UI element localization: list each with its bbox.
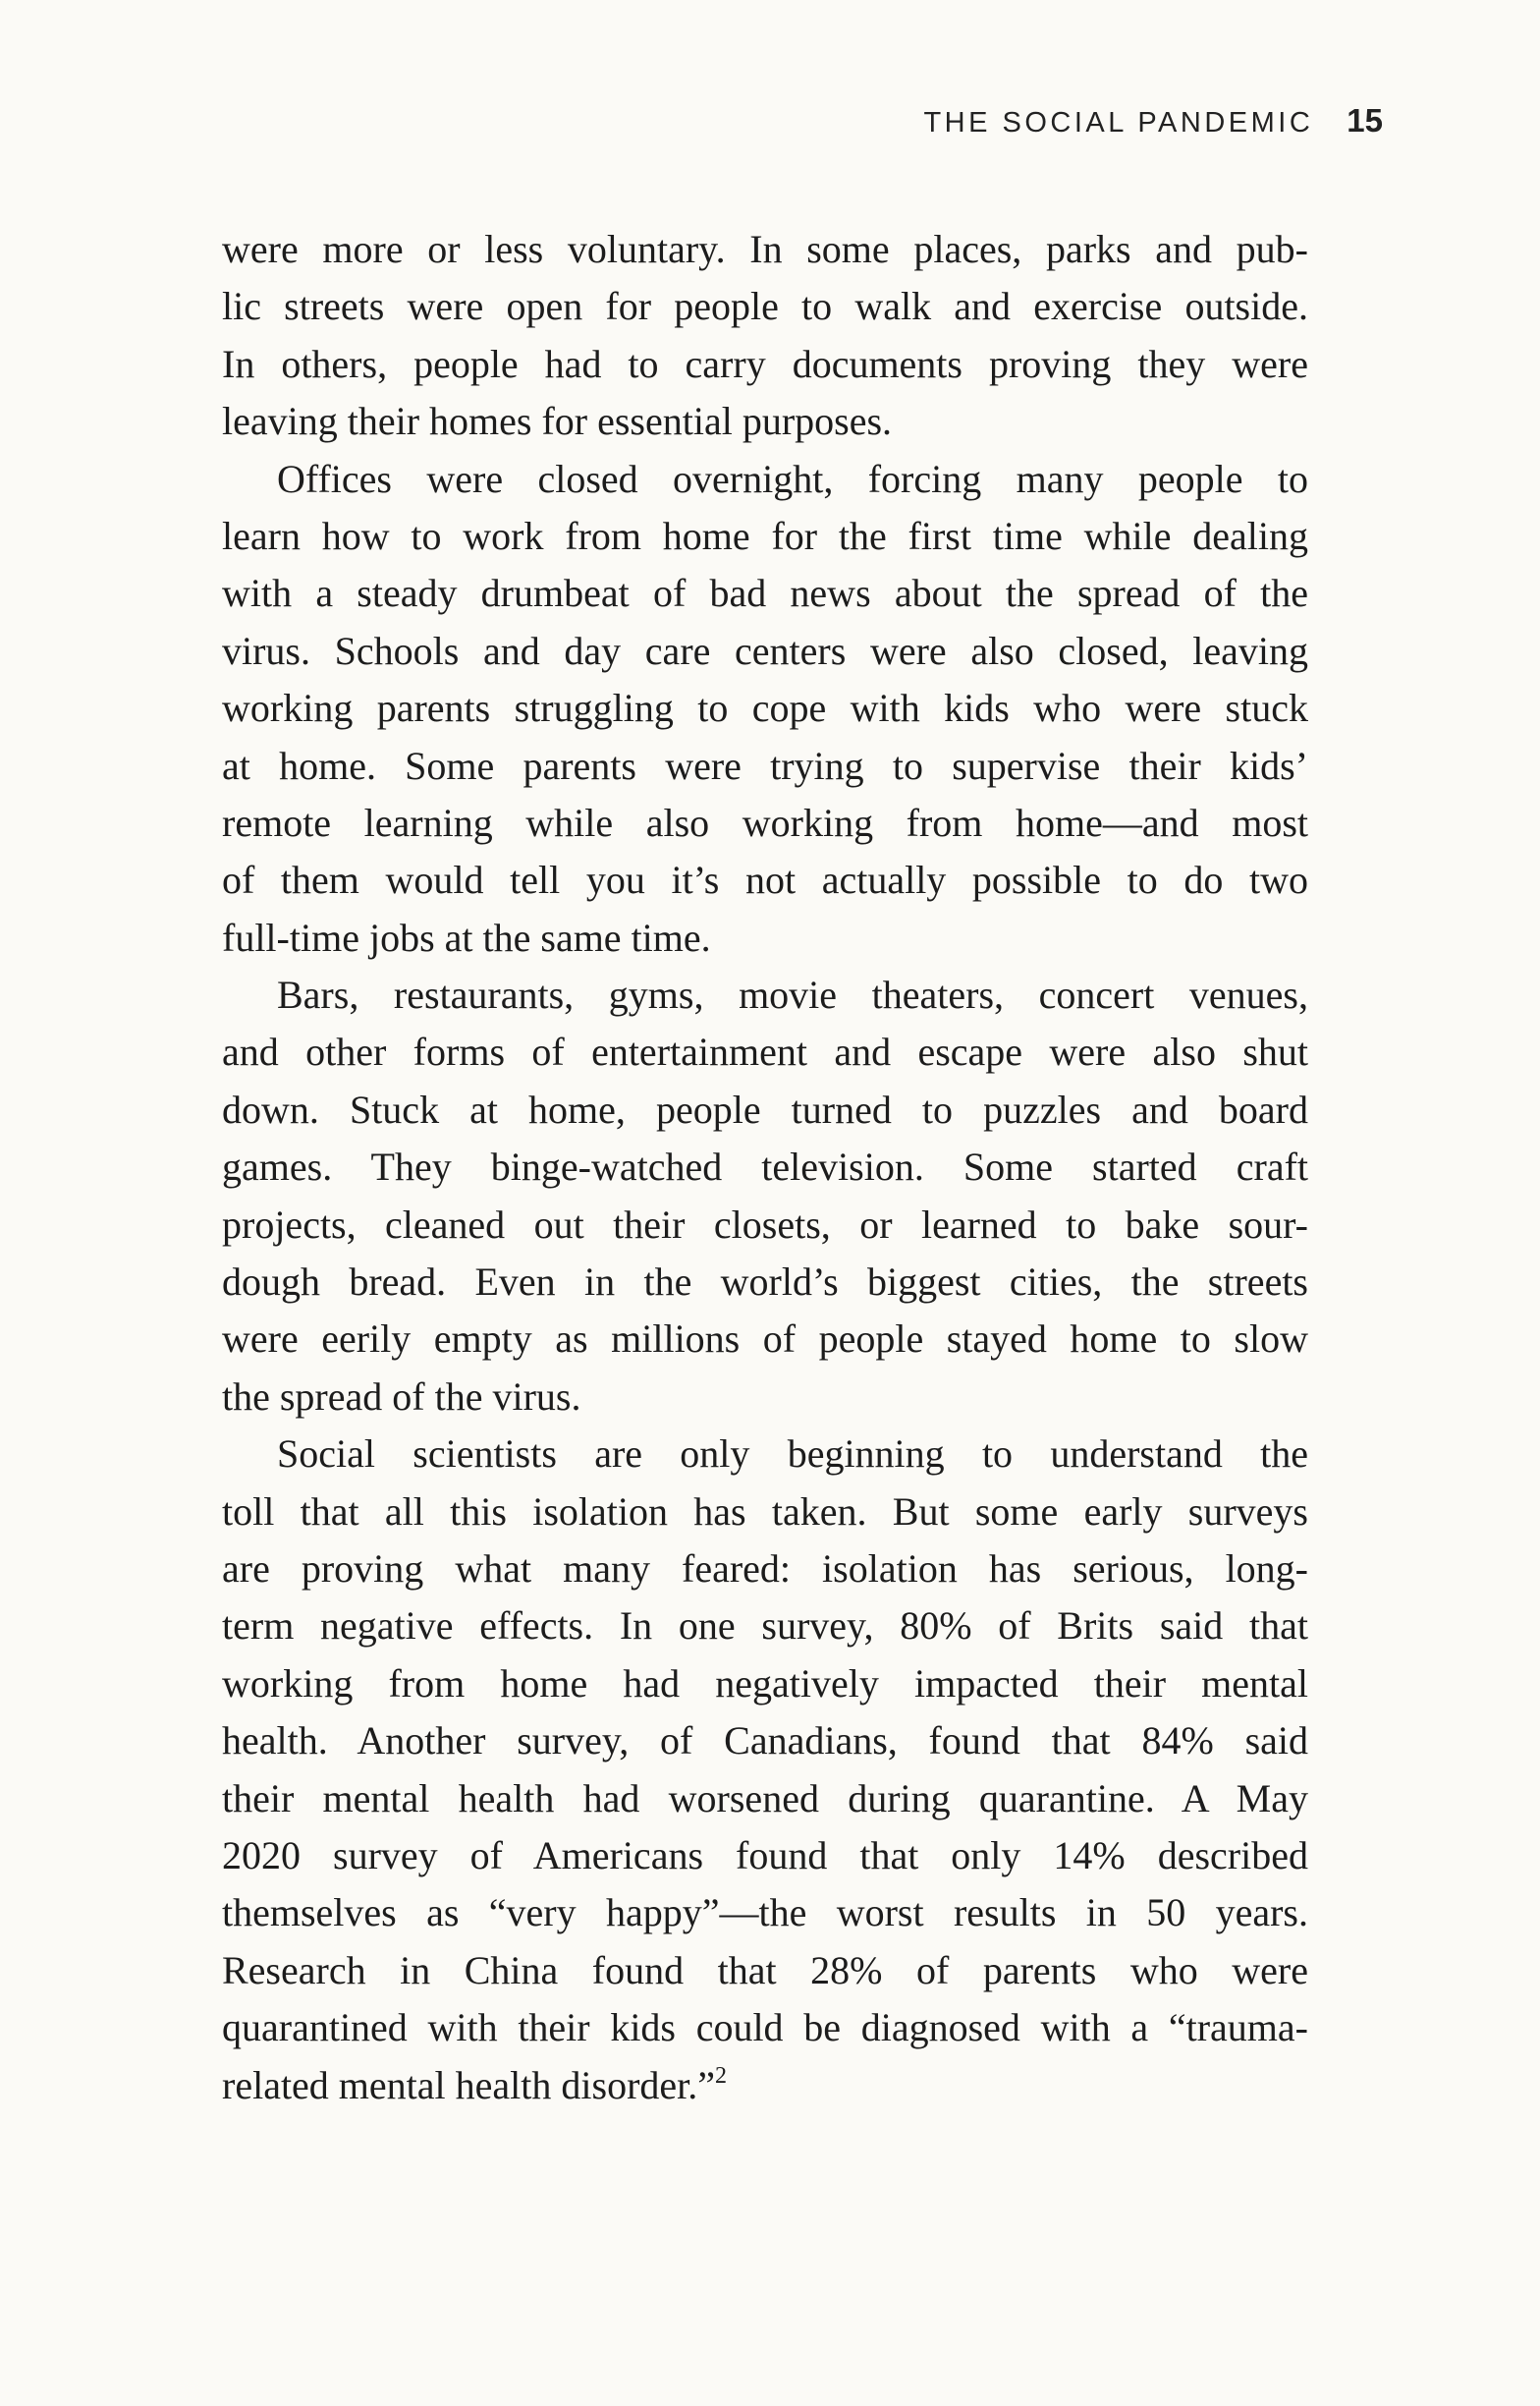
text-line: full-time jobs at the same time. xyxy=(222,915,711,960)
text-line: their mental health had worsened during quarantine. A May xyxy=(222,1775,1308,1820)
text-line: learn how to work from home for the first time while dealing xyxy=(222,513,1308,558)
running-title: THE SOCIAL PANDEMIC xyxy=(923,107,1314,139)
footnote-reference[interactable]: 2 xyxy=(715,2062,728,2089)
text-line: lic streets were open for people to walk and exercise outside. xyxy=(222,284,1308,329)
text-line: were eerily empty as millions of people stayed home to slow xyxy=(222,1316,1308,1362)
text-line: of them would tell you it’s not actually possible to do two xyxy=(222,858,1308,903)
text-line: were more or less voluntary. In some places, parks and pub- xyxy=(222,227,1308,271)
text-line-with-footnote xyxy=(222,2057,1308,2114)
text-line: leaving their homes for essential purposes. xyxy=(222,399,893,444)
text-line: themselves as “very happy”—the worst results in 50 years. xyxy=(222,1890,1308,1935)
text-line: are proving what many feared: isolation has serious, long- xyxy=(222,1545,1308,1591)
paragraph xyxy=(222,451,1308,968)
text-line-content: related mental health disorder.” xyxy=(222,2062,716,2107)
text-line: dough bread. Even in the world’s biggest cities, the streets xyxy=(222,1259,1308,1305)
text-line: remote learning while also working from home—and most xyxy=(222,800,1308,845)
page-number: 15 xyxy=(1347,102,1383,139)
text-line: 2020 survey of Americans found that only 14% described xyxy=(222,1832,1308,1877)
body-text xyxy=(222,221,1308,2114)
text-line: the spread of the virus. xyxy=(222,1373,581,1419)
text-line: Offices were closed overnight, forcing many people to xyxy=(277,456,1308,501)
text-line: down. Stuck at home, people turned to puzzles and board xyxy=(222,1087,1308,1132)
paragraph xyxy=(222,967,1308,1426)
text-line: and other forms of entertainment and escape were also shut xyxy=(222,1030,1308,1075)
text-line: virus. Schools and day care centers were also closed, leaving xyxy=(222,628,1308,673)
text-line: Social scientists are only beginning to understand the xyxy=(277,1431,1308,1477)
text-line: term negative effects. In one survey, 80% of Brits said that xyxy=(222,1603,1308,1649)
text-line: Research in China found that 28% of parents who were xyxy=(222,1947,1308,1992)
text-line: health. Another survey, of Canadians, found that 84% said xyxy=(222,1718,1308,1763)
paragraph xyxy=(222,1426,1308,2114)
text-line: games. They binge-watched television. Some started craft xyxy=(222,1145,1308,1190)
running-head xyxy=(923,102,1383,140)
text-line: at home. Some parents were trying to supervise their kids’ xyxy=(222,743,1308,788)
text-line: quarantined with their kids could be diagnosed with a “trauma- xyxy=(222,2005,1308,2050)
paragraph xyxy=(222,221,1308,451)
text-line: projects, cleaned out their closets, or learned to bake sour- xyxy=(222,1202,1308,1247)
text-line: working from home had negatively impacted their mental xyxy=(222,1660,1308,1706)
text-line: toll that all this isolation has taken. But some early surveys xyxy=(222,1488,1308,1534)
text-line: Bars, restaurants, gyms, movie theaters, concert venues, xyxy=(277,973,1308,1018)
text-line: with a steady drumbeat of bad news about the spread of the xyxy=(222,571,1308,616)
text-line: In others, people had to carry documents proving they were xyxy=(222,341,1308,386)
text-line: working parents struggling to cope with kids who were stuck xyxy=(222,686,1308,731)
